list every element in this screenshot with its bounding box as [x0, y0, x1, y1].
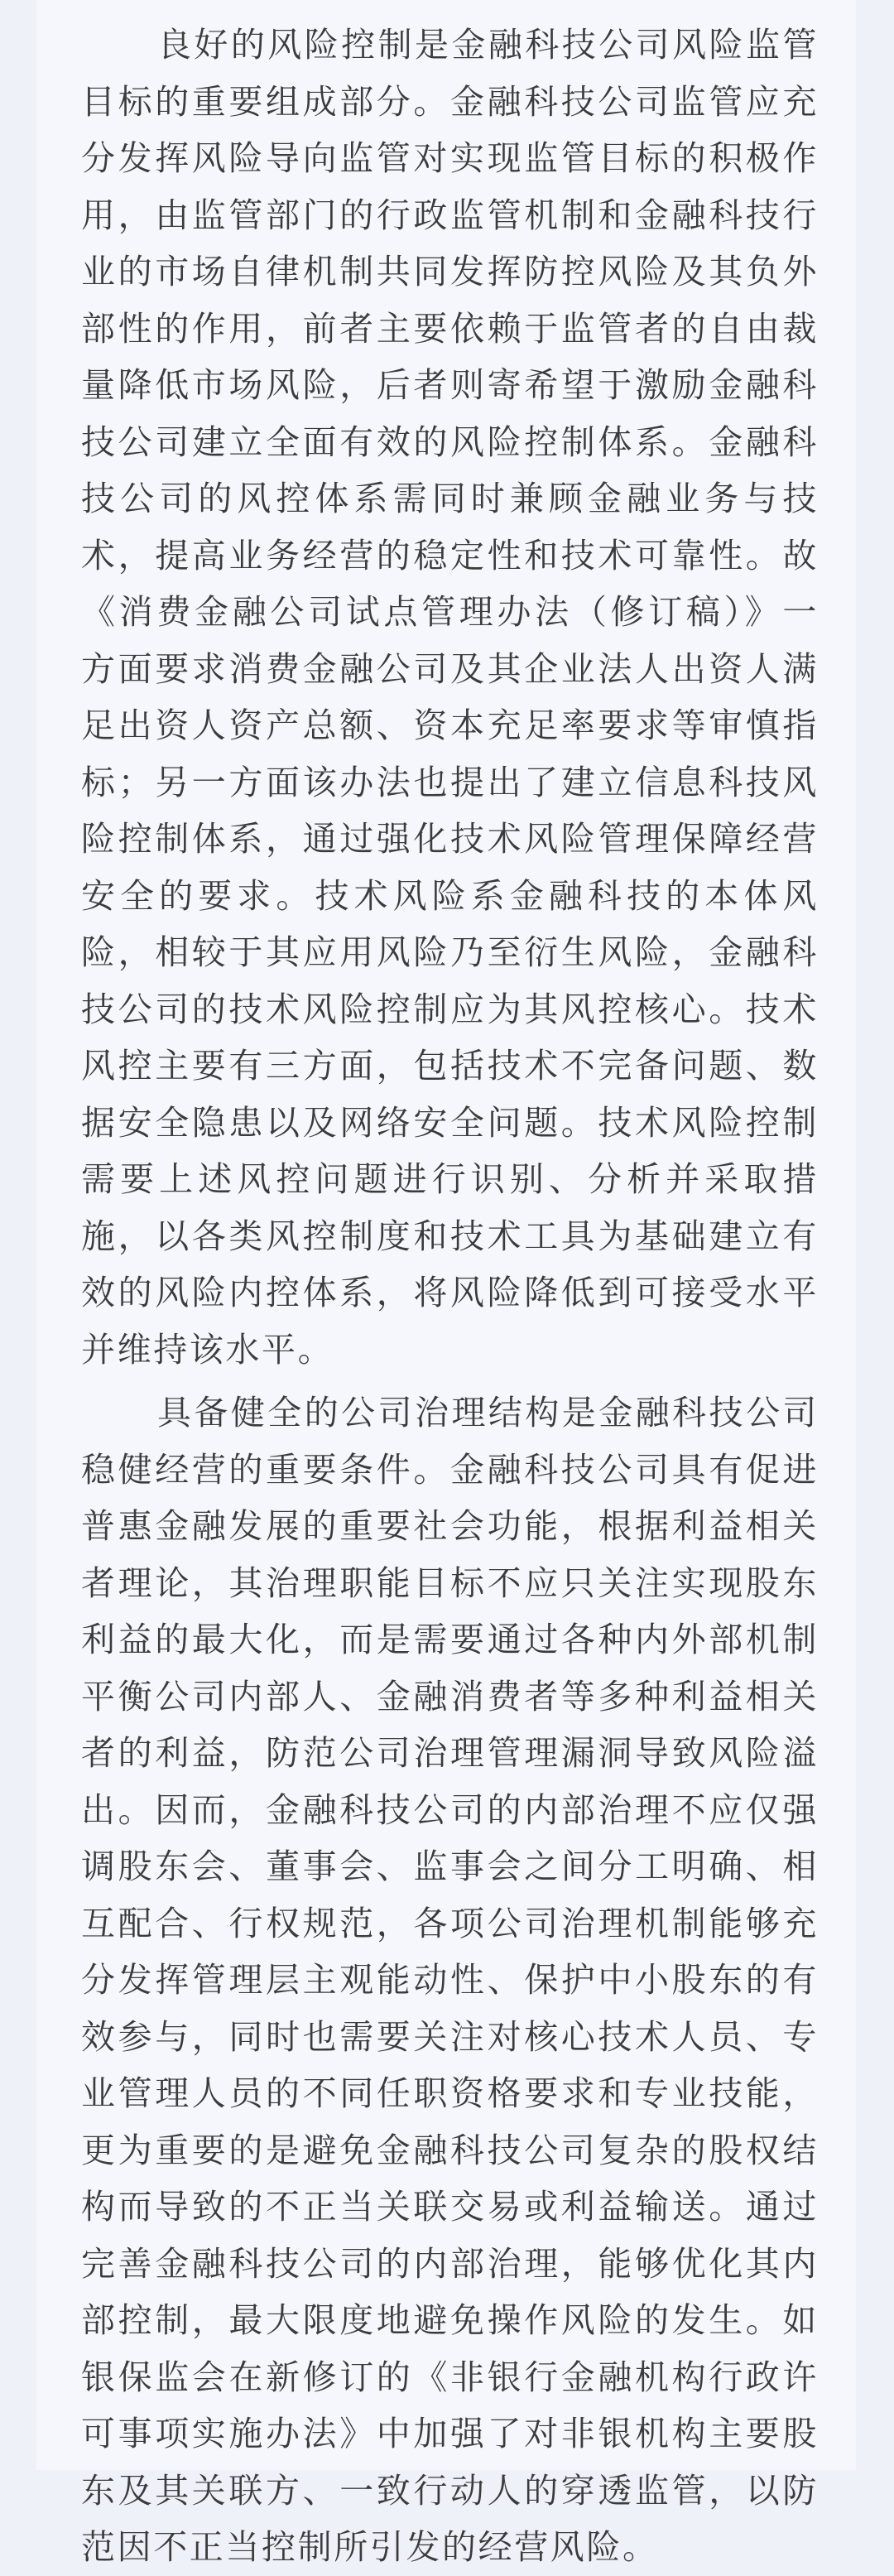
- paragraph-corporate-governance: 具备健全的公司治理结构是金融科技公司稳健经营的重要条件。金融科技公司具有促进普惠金融发展的重要社会功能，根据利益相关者理论，其治理职能目标不应只关注实现股东利益的最大化，而是需要通过各种内外部机制平衡公司内部人、金融消费者等多种利益相关者的利益，防范公司治理管理漏洞导致风险溢出。因而，金融科技公司的内部治理不应仅强调股东会、董事会、监事会之间分工明确、相互配合、行权规范，各项公司治理机制能够充分发挥管理层主观能动性、保护中小股东的有效参与，同时也需要关注对核心技术人员、专业管理人员的不同任职资格要求和专业技能，更为重要的是避免金融科技公司复杂的股权结构而导致的不正当关联交易或利益输送。通过完善金融科技公司的内部治理，能够优化其内部控制，最大限度地避免操作风险的发生。如银保监会在新修订的《非银行金融机构行政许可事项实施办法》中加强了对非银机构主要股东及其关联方、一致行动人的穿透监管，以防范因不正当控制所引发的经营风险。: [81, 1393, 819, 2567]
- paragraph-risk-control: 良好的风险控制是金融科技公司风险监管目标的重要组成部分。金融科技公司监管应充分发挥风险导向监管对实现监管目标的积极作用，由监管部门的行政监管机制和金融科技行业的市场自律机制共同发挥防控风险及其负外部性的作用，前者主要依赖于监管者的自由裁量降低市场风险，后者则寄希望于激励金融科技公司建立全面有效的风险控制体系。金融科技公司的风控体系需同时兼顾金融业务与技术，提高业务经营的稳定性和技术可靠性。故《消费金融公司试点管理办法（修订稿）》一方面要求消费金融公司及其企业法人出资人满足出资人资产总额、资本充足率要求等审慎指标；另一方面该办法也提出了建立信息科技风险控制体系，通过强化技术风险管理保障经营安全的要求。技术风险系金融科技的本体风险，相较于其应用风险乃至衍生风险，金融科技公司的技术风险控制应为其风控核心。技术风控主要有三方面，包括技术不完备问题、数据安全隐患以及网络安全问题。技术风险控制需要上述风控问题进行识别、分析并采取措施，以各类风控制度和技术工具为基础建立有效的风险内控体系，将风险降低到可接受水平并维持该水平。: [81, 25, 819, 1370]
- article-page: [36, 0, 856, 2567]
- article-body: [36, 0, 819, 2576]
